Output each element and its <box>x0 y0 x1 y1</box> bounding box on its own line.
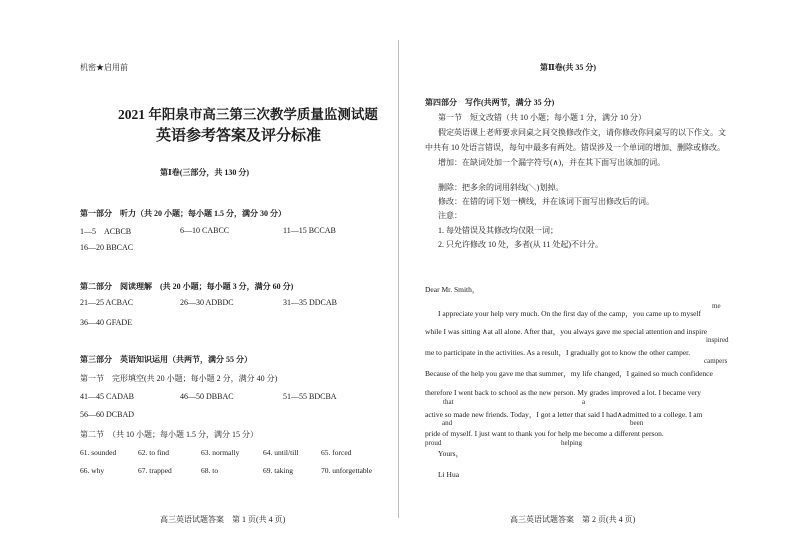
instruction-line: 2. 只允许修改 10 处，多者(从 11 处起)不计分。 <box>438 240 604 249</box>
part3-section1-heading: 第一节 完形填空(共 20 小题；每小题 2 分，满分 40 分) <box>80 374 278 383</box>
answer-group: 26—30 ADBDC <box>180 298 234 307</box>
volume2-heading: 第Ⅱ卷(共 35 分) <box>540 63 597 72</box>
confidential-label: 机密★启用前 <box>80 63 128 72</box>
answer-group: 31—35 DDCAB <box>283 298 338 307</box>
correction-note: been <box>630 419 644 427</box>
correction-note: proud <box>425 439 442 447</box>
fill-answer: 64. until/till <box>263 448 299 457</box>
correction-note: a <box>582 398 586 406</box>
answer-group: 16—20 BBCAC <box>80 243 134 252</box>
fill-answer: 66. why <box>80 466 105 475</box>
letter-line: Because of the help you gave me that summer，my life changed，I gained so much confidence <box>425 369 713 378</box>
letter-signature: Li Hua <box>438 470 460 479</box>
letter-line: therefore I went back to school as the new person. My grades improved a lot. I became very <box>425 388 701 397</box>
instruction-line: 增加：在缺词处加一个漏字符号(∧)，并在其下面写出该加的词。 <box>438 158 666 167</box>
page-footer: 高三英语试题答案 第 1 页(共 4 页) <box>160 515 286 524</box>
instruction-line: 1. 每处错误及其修改均仅限一词； <box>438 226 558 235</box>
part2-heading: 第二部分 阅读理解 (共 20 小题；每小题 3 分，满分 60 分) <box>80 282 294 291</box>
fill-answer: 65. forced <box>321 448 352 457</box>
part3-section2-heading: 第二节 （共 10 小题；每小题 1.5 分，满分 15 分） <box>80 430 258 439</box>
fill-answer: 68. to <box>201 466 219 475</box>
answer-group: 56—60 DCBAD <box>80 410 135 419</box>
correction-note: campers <box>704 357 728 365</box>
answer-group: 1—5 ACBCB <box>80 227 132 236</box>
letter-line: active so made new friends. Today，I got a letter that said I had∧admitted to a college. I am <box>425 410 703 419</box>
fill-answer: 69. taking <box>263 466 293 475</box>
part4-heading: 第四部分 写作(共两节，满分 35 分) <box>425 98 555 107</box>
letter-line: I appreciate your help very much. On the first day of the camp，you came up to myself <box>438 309 702 318</box>
answer-group: 41—45 CADAB <box>80 392 135 401</box>
fill-answer: 63. normally <box>201 448 240 457</box>
answer-group: 36—40 GFADE <box>80 318 133 327</box>
answer-group: 46—50 DBBAC <box>180 392 234 401</box>
correction-note: that <box>443 398 454 406</box>
fill-answer: 70. unforgettable <box>321 466 373 475</box>
correction-note: me <box>712 302 721 310</box>
page-divider <box>398 40 399 518</box>
letter-closing: Yours， <box>438 449 464 458</box>
letter-line: while I was sitting ∧at all alone. After that，you always gave me special attention and inspire <box>425 327 708 336</box>
correction-note: helping <box>561 439 582 447</box>
part1-heading: 第一部分 听力（共 20 小题；每小题 1.5 分，满分 30 分） <box>80 209 286 218</box>
answer-group: 21—25 ACBAC <box>80 298 134 307</box>
page-title: 2021 年阳泉市高三第三次教学质量监测试题 <box>118 107 378 122</box>
instruction-line: 中共有 10 处语言错误，每句中最多有两处。错误涉及一个单词的增加、删除或修改。 <box>425 143 725 152</box>
instruction-line: 注意： <box>438 211 462 220</box>
instruction-line: 删除：把多余的词用斜线(＼)划掉。 <box>438 183 564 192</box>
correction-note: inspired <box>706 336 729 344</box>
answer-group: 51—55 BDCBA <box>283 392 337 401</box>
letter-line: me to participate in the activities. As a result，I gradually got to know the other camper. <box>425 348 691 357</box>
answer-group: 6—10 CABCC <box>180 226 230 235</box>
answer-group: 11—15 BCCAB <box>283 226 336 235</box>
instruction-line: 修改：在错的词下划一横线，并在该词下面写出修改后的词。 <box>438 197 654 206</box>
volume1-heading: 第Ⅰ卷(三部分，共 130 分) <box>160 168 250 177</box>
correction-note: and <box>442 419 453 427</box>
fill-answer: 67. trapped <box>138 466 172 475</box>
instruction-line: 假定英语课上老师要求同桌之间交换修改作文，请你修改你同桌写的以下作文。文 <box>438 128 726 137</box>
fill-answer: 61. sounded <box>80 448 117 457</box>
fill-answer: 62. to find <box>138 448 170 457</box>
page-subtitle: 英语参考答案及评分标准 <box>156 128 322 144</box>
letter-line: pride of myself. I just want to thank you for help me become a different person. <box>425 429 664 438</box>
part3-heading: 第三部分 英语知识运用（共两节，满分 55 分） <box>80 355 252 364</box>
letter-greeting: Dear Mr. Smith， <box>425 285 480 294</box>
page-footer: 高三英语试题答案 第 2 页(共 4 页) <box>510 515 636 524</box>
part4-section1-heading: 第一节 短文改错（共 10 小题；每小题 1 分，满分 10 分） <box>438 113 646 122</box>
